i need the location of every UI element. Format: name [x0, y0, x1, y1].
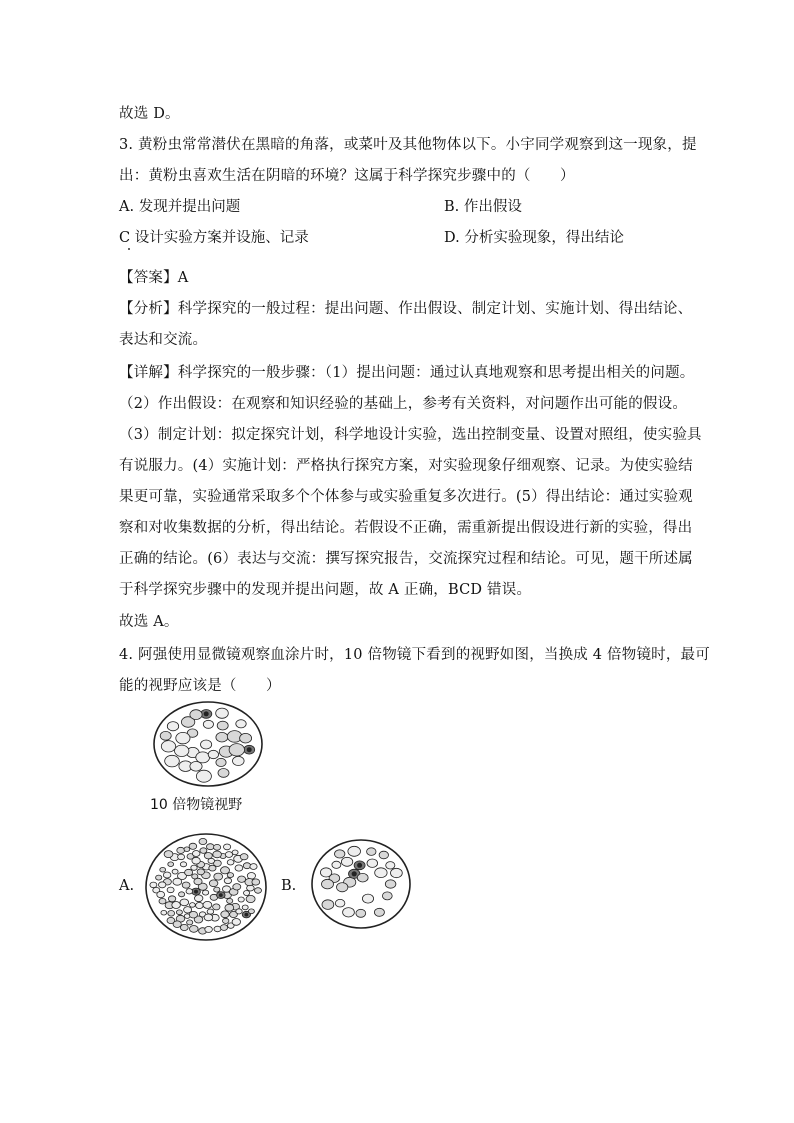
- q3-option-c: C 设计实验方案并设施、记录: [119, 230, 309, 246]
- field-a-red-cell: [213, 904, 220, 910]
- field-b-red-cell: [335, 850, 345, 858]
- field-a-cell-nucleus: [194, 890, 198, 894]
- field-a-red-cell: [223, 918, 229, 923]
- field-a-red-cell: [186, 889, 193, 894]
- field-b-red-cell: [356, 909, 366, 917]
- field-10x-red-cell: [196, 770, 211, 782]
- field-a-red-cell: [227, 898, 233, 903]
- field-a-red-cell: [184, 907, 192, 913]
- field-a-red-cell: [240, 854, 248, 860]
- prev-answer: 故选 D。: [119, 106, 180, 122]
- field-a-red-cell: [179, 892, 185, 897]
- field-a-red-cell: [180, 862, 186, 867]
- field-a-red-cell: [203, 890, 209, 895]
- q3-detail-line3: （3）制定计划：拟定探究计划，科学地设计实验，选出控制变量、设置对照组，使实验具: [119, 427, 702, 443]
- field-10x-red-cell: [176, 732, 190, 743]
- field-a-red-cell: [207, 844, 215, 850]
- field-10x-red-cell: [201, 740, 212, 749]
- field-b-red-cell: [385, 880, 396, 888]
- field-a-red-cell: [204, 914, 213, 921]
- field-10x-red-cell: [167, 722, 178, 731]
- q4-option-b-label: B.: [281, 878, 297, 894]
- field-b-cell-nucleus: [357, 863, 362, 868]
- field-a-red-cell: [233, 884, 241, 890]
- field-b-red-cell: [322, 900, 334, 910]
- field-a-red-cell: [172, 869, 178, 874]
- field-a-red-cell: [203, 901, 212, 908]
- microscope-field-option-a: [144, 832, 268, 942]
- field-a-red-cell: [173, 878, 182, 885]
- field-a-red-cell: [209, 865, 216, 871]
- field-a-red-cell: [182, 882, 190, 888]
- field-a-red-cell: [221, 911, 229, 918]
- field-b-red-cell: [335, 899, 345, 907]
- field-a-red-cell: [213, 851, 222, 858]
- field-b-red-cell: [375, 868, 387, 878]
- field-a-red-cell: [163, 872, 171, 878]
- field-a-red-cell: [232, 919, 240, 926]
- q4-stem-line2: 能的视野应该是（ ）: [119, 678, 281, 694]
- field-b-red-cell: [322, 879, 334, 889]
- q3-detail-line5: 果更可靠，实验通常采取多个个体参与或实验重复多次进行。(5）得出结论：通过实验观: [119, 489, 693, 505]
- field-a-red-cell: [178, 854, 185, 860]
- field-b-red-cell: [379, 851, 388, 859]
- field-a-red-cell: [209, 880, 218, 887]
- field-a-red-cell: [246, 895, 255, 902]
- field-a-red-cell: [250, 864, 257, 870]
- field-b-red-cell: [386, 862, 395, 869]
- field-a-red-cell: [214, 873, 223, 880]
- field-a-red-cell: [227, 860, 234, 865]
- q3-detail-line4: 有说服力。(4）实施计划：严格执行探究方案，对实验现象仔细观察、记录。为使实验结: [119, 458, 693, 474]
- field-a-red-cell: [192, 851, 200, 857]
- field-10x-cell-nucleus: [247, 747, 252, 752]
- field-a-red-cell: [177, 847, 185, 853]
- field-a-red-cell: [236, 909, 242, 914]
- field-b-red-cell: [332, 861, 341, 868]
- q3-stem-line1: 3. 黄粉虫常常潜伏在黑暗的角落，或菜叶及其他物体以下。小宇同学观察到这一现象，提: [119, 137, 697, 153]
- q3-stem-line2: 出：黄粉虫喜欢生活在阴暗的环境？这属于科学探究步骤中的（ ）: [119, 168, 575, 184]
- microscope-field-10x-figure: [152, 700, 264, 788]
- field-b-red-cell: [374, 908, 384, 916]
- field-10x-red-cell: [216, 758, 226, 766]
- field-a-red-cell: [161, 910, 167, 915]
- field-b-red-cell: [362, 894, 373, 903]
- field-a-red-cell: [160, 867, 166, 872]
- field-a-red-cell: [176, 910, 182, 915]
- field-a-red-cell: [192, 857, 200, 864]
- field-10x-red-cell: [160, 731, 171, 740]
- analysis-label: 【分析】: [119, 301, 178, 317]
- field-a-red-cell: [164, 851, 173, 858]
- detail-text: 科学探究的一般步骤：（1）提出问题：通过认真地观察和思考提出相关的问题。: [177, 365, 695, 381]
- field-b-red-cell: [382, 892, 392, 900]
- q3-analysis-line2: 表达和交流。: [119, 332, 208, 348]
- field-a-red-cell: [191, 865, 197, 870]
- field-a-red-cell: [168, 896, 175, 902]
- field-b-red-cell: [337, 883, 348, 892]
- field-a-red-cell: [172, 902, 181, 909]
- field-a-red-cell: [247, 873, 255, 880]
- field-b-red-cell: [357, 873, 368, 882]
- field-a-red-cell: [180, 899, 189, 906]
- field-a-red-cell: [150, 882, 157, 888]
- field-a-red-cell: [168, 911, 175, 917]
- field-a-red-cell: [190, 903, 196, 908]
- field-a-red-cell: [238, 897, 244, 902]
- field-a-red-cell: [225, 904, 234, 911]
- field-a-red-cell: [157, 891, 165, 897]
- field-a-cell-nucleus: [219, 893, 223, 897]
- field-10x-red-cell: [196, 752, 210, 763]
- field-a-red-cell: [173, 921, 181, 928]
- q4-stem-line1: 4. 阿强使用显微镜观察血涂片时，10 倍物镜下看到的视野如图，当换成 4 倍物镜时，最可: [119, 647, 710, 663]
- field-10x-red-cell: [203, 720, 213, 728]
- microscope-field-option-b: [310, 838, 412, 930]
- q4-option-a-label: A.: [119, 878, 135, 894]
- field-a-red-cell: [248, 909, 254, 914]
- field-a-red-cell: [214, 844, 221, 850]
- field-10x-red-cell: [175, 745, 189, 756]
- field-10x-red-cell: [161, 741, 175, 752]
- field-a-red-cell: [204, 853, 212, 859]
- field-a-red-cell: [185, 869, 193, 875]
- field-a-red-cell: [199, 838, 207, 844]
- q3-detail-line8: 于科学探究步骤中的发现并提出问题，故 A 正确，BCD 错误。: [119, 582, 532, 598]
- field-b-red-cell: [391, 868, 403, 877]
- field-10x-red-cell: [240, 733, 252, 743]
- field-10x-red-cell: [217, 721, 228, 730]
- q3-option-a: A. 发现并提出问题: [119, 199, 241, 215]
- field-b-red-cell: [320, 868, 331, 877]
- field-a-red-cell: [197, 869, 204, 875]
- field-10x-red-cell: [216, 708, 229, 718]
- field-a-cell-nucleus: [245, 913, 249, 917]
- field-b-red-cell: [367, 859, 378, 867]
- field-a-red-cell: [220, 925, 227, 931]
- field-a-red-cell: [190, 926, 199, 933]
- field-a-red-cell: [252, 879, 260, 885]
- field-a-red-cell: [167, 887, 174, 893]
- field-10x-cell-nucleus: [204, 711, 209, 716]
- field-a-red-cell: [195, 895, 203, 902]
- field-b-red-cell: [348, 846, 361, 856]
- field-a-red-cell: [221, 867, 230, 874]
- field-10x-red-cell: [208, 750, 218, 758]
- field-a-red-cell: [238, 876, 246, 882]
- field-a-red-cell: [214, 887, 220, 892]
- field-10x-red-cell: [190, 710, 202, 720]
- field-b-red-cell: [367, 848, 376, 856]
- field-a-red-cell: [156, 875, 162, 880]
- field-a-red-cell: [224, 844, 231, 850]
- field-a-red-cell: [159, 898, 166, 904]
- field-a-red-cell: [192, 874, 198, 879]
- field-10x-red-cell: [236, 720, 246, 728]
- field-a-red-cell: [159, 882, 166, 888]
- field-a-red-cell: [187, 920, 193, 925]
- q3-detail-line1: [119, 363, 695, 383]
- field-a-red-cell: [235, 865, 243, 871]
- field-a-red-cell: [242, 905, 248, 910]
- figure-caption-10x: 10 倍物镜视野: [150, 797, 243, 813]
- field-10x-red-cell: [229, 744, 244, 756]
- field-a-red-cell: [214, 926, 221, 932]
- field-b-red-cell: [343, 908, 355, 917]
- field-10x-red-cell: [216, 732, 228, 742]
- q3-option-b: B. 作出假设: [444, 199, 522, 215]
- field-b-cell-nucleus: [352, 871, 357, 876]
- q3-option-d: D. 分析实验现象，得出结论: [444, 230, 624, 246]
- q3-detail-line6: 察和对收集数据的分析，得出结论。若假设不正确，需重新提出假设进行新的实验，得出: [119, 520, 693, 536]
- field-a-red-cell: [168, 862, 174, 867]
- analysis-text: 科学探究的一般过程：提出问题、作出假设、制定计划、实施计划、得出结论、: [177, 301, 693, 317]
- field-a-red-cell: [205, 926, 213, 932]
- q3-detail-line2: （2）作出假设：在观察和知识经验的基础上，参考有关资料，对问题作出可能的假设。: [119, 396, 688, 412]
- field-a-red-cell: [255, 888, 262, 894]
- q3-analysis-line1: [119, 299, 692, 319]
- q3-detail-line7: 正确的结论。(6）表达与交流：撰写探究报告，交流探究过程和结论。可见，题干所述属: [119, 551, 693, 567]
- detail-label: 【详解】: [119, 365, 178, 381]
- q3-answer: 【答案】A: [119, 270, 189, 286]
- field-10x-red-cell: [218, 769, 229, 778]
- field-a-red-cell: [196, 902, 204, 908]
- q3-conclusion: 故选 A。: [119, 614, 179, 630]
- field-a-red-cell: [224, 878, 231, 884]
- stray-dot-mark: [128, 248, 130, 250]
- field-a-red-cell: [189, 843, 197, 849]
- field-a-red-cell: [225, 852, 232, 858]
- field-10x-red-cell: [233, 756, 245, 765]
- field-a-red-cell: [207, 909, 214, 914]
- field-a-red-cell: [232, 850, 238, 855]
- field-b-red-cell: [341, 857, 352, 866]
- field-a-red-cell: [244, 891, 250, 896]
- field-10x-red-cell: [165, 755, 180, 767]
